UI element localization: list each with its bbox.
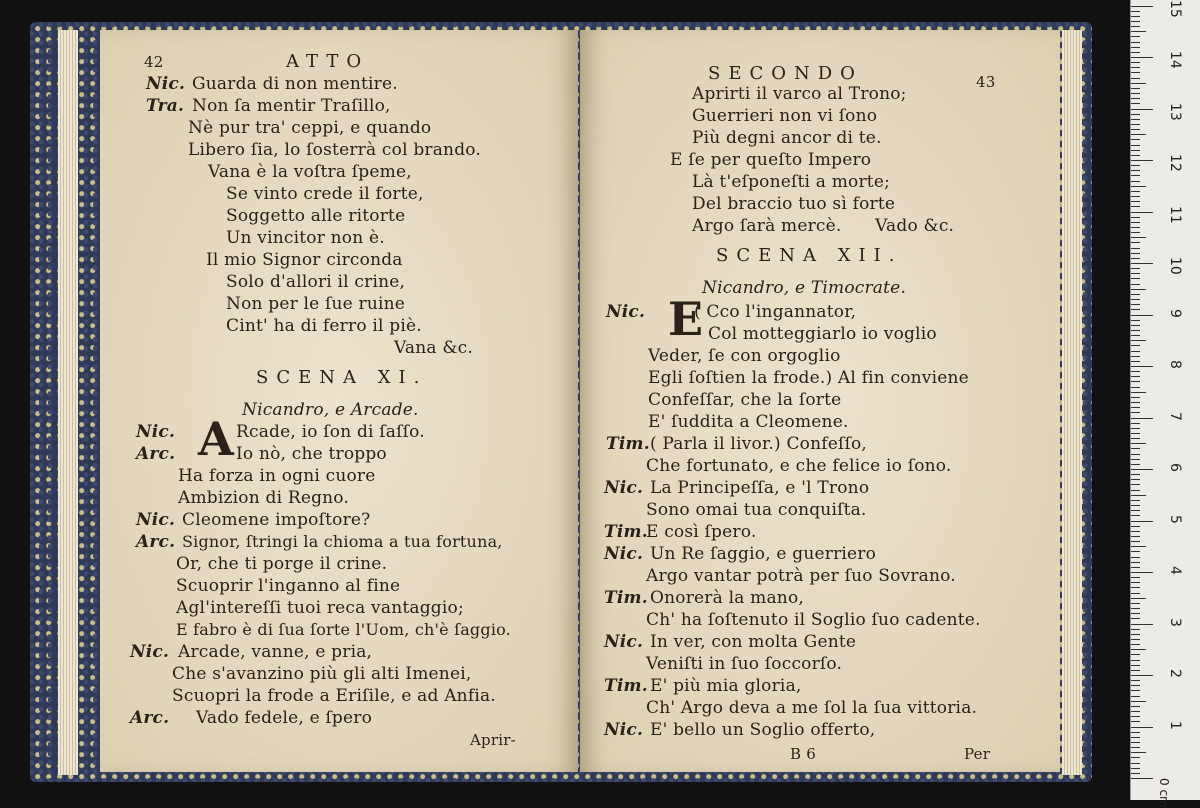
ruler-tick xyxy=(1131,495,1146,496)
ruler-tick xyxy=(1131,412,1140,413)
dialogue-line: E fabro è di ſua ſorte l'Uom, ch'è ſaggio. xyxy=(176,620,511,639)
ruler-tick xyxy=(1131,222,1140,223)
ruler-tick xyxy=(1131,330,1140,331)
dialogue-line: Un Re ſaggio, e guerriero xyxy=(650,544,877,564)
left-page-edges xyxy=(58,30,78,775)
ruler-tick xyxy=(1131,407,1140,408)
dialogue-line: Ha forza in ogni cuore xyxy=(178,466,376,486)
ruler-tick xyxy=(1131,361,1140,362)
ruler-tick xyxy=(1131,706,1140,707)
ruler-tick xyxy=(1131,649,1146,650)
ruler-tick xyxy=(1131,696,1140,697)
speaker-label: Nic. xyxy=(130,642,170,662)
verse-line: Non per le ſue ruine xyxy=(226,294,406,314)
ruler-tick xyxy=(1131,217,1140,218)
verse-line: Guerrieri non vi ſono xyxy=(692,106,878,126)
catchword: Aprir- xyxy=(470,731,516,749)
dialogue-line: ( Parla il livor.) Confeſſo, xyxy=(650,434,868,454)
ruler-tick xyxy=(1131,196,1140,197)
left-running-head: ATTO xyxy=(286,51,370,72)
ruler-tick xyxy=(1131,551,1140,552)
ruler-tick xyxy=(1131,531,1140,532)
ruler-tick xyxy=(1131,505,1140,506)
ruler-tick xyxy=(1131,469,1153,470)
ruler-tick xyxy=(1131,757,1140,758)
ruler-tick xyxy=(1131,454,1140,455)
ruler-tick xyxy=(1131,397,1140,398)
verse-line: Un vincitor non è. xyxy=(226,228,385,248)
ruler-number: 5 xyxy=(1167,514,1183,524)
ruler-tick xyxy=(1131,521,1153,522)
ruler-tick xyxy=(1131,242,1140,243)
ruler-tick xyxy=(1131,351,1140,352)
dialogue-line: Or, che ti porge il crine. xyxy=(176,554,388,574)
ruler-tick xyxy=(1131,175,1140,176)
dialogue-line: Ambizion di Regno. xyxy=(178,488,350,508)
ruler-tick xyxy=(1131,536,1140,537)
ruler-tick xyxy=(1131,294,1140,295)
dialogue-line: E' bello un Soglio offerto, xyxy=(650,720,876,740)
dialogue-line: Signor, ſtringi la chioma a tua fortuna, xyxy=(182,532,503,551)
ruler-tick xyxy=(1131,433,1140,434)
ruler-tick xyxy=(1131,716,1140,717)
ruler-tick xyxy=(1131,371,1140,372)
ruler-tick xyxy=(1131,654,1140,655)
ruler-tick xyxy=(1131,212,1153,213)
verse-line: Nè pur tra' ceppi, e quando xyxy=(188,118,432,138)
ruler-tick xyxy=(1131,381,1140,382)
ruler-tick xyxy=(1131,428,1140,429)
ruler-tick xyxy=(1131,685,1140,686)
ruler-tick xyxy=(1131,232,1140,233)
speaker-label: Nic. xyxy=(136,510,176,530)
ruler-tick xyxy=(1131,181,1140,182)
verse-line: Là t'eſponeſti a morte; xyxy=(692,172,891,192)
ruler-tick xyxy=(1131,418,1153,419)
dialogue-line: E' ſuddita a Cleomene. xyxy=(648,412,849,432)
dialogue-line: Agl'intereſſi tuoi reca vantaggio; xyxy=(176,598,464,618)
dialogue-line: Veder, ſe con orgoglio xyxy=(648,346,841,366)
ruler-tick xyxy=(1131,320,1140,321)
ruler-tick xyxy=(1131,448,1140,449)
speaker-label: Nic. xyxy=(136,422,176,442)
catchword: Per xyxy=(964,745,991,763)
ruler-tick xyxy=(1131,639,1140,640)
ruler-number: 8 xyxy=(1167,360,1183,369)
ruler-tick xyxy=(1131,206,1140,207)
dialogue-line: E' più mia gloria, xyxy=(650,676,802,696)
speaker-label: Nic. xyxy=(604,632,644,652)
ruler-tick xyxy=(1131,387,1140,388)
ruler-tick xyxy=(1131,515,1140,516)
ruler-tick xyxy=(1131,186,1146,187)
ruler-number: 1 xyxy=(1167,720,1183,730)
ruler-tick xyxy=(1131,31,1146,32)
speaker-label: Tim. xyxy=(604,676,648,696)
speaker-label: Nic. xyxy=(604,544,644,564)
ruler-number: 2 xyxy=(1167,669,1183,678)
speaker-label: Tim. xyxy=(604,588,648,608)
ruler-tick xyxy=(1131,21,1140,22)
ruler-tick xyxy=(1131,57,1153,58)
ruler-tick xyxy=(1131,490,1140,491)
ruler-tick xyxy=(1131,402,1140,403)
ruler-number: 11 xyxy=(1167,205,1183,224)
ruler-tick xyxy=(1131,464,1140,465)
ruler-tick xyxy=(1131,618,1140,619)
ruler-tick xyxy=(1131,356,1140,357)
drop-cap: A xyxy=(198,412,234,466)
ruler-tick xyxy=(1131,16,1140,17)
ruler-tick xyxy=(1131,237,1146,238)
ruler-tick xyxy=(1131,78,1140,79)
ruler-tick xyxy=(1131,459,1140,460)
ruler-tick xyxy=(1131,443,1146,444)
ruler-tick xyxy=(1131,670,1140,671)
scene-characters: Nicandro, e Arcade. xyxy=(242,400,419,420)
dialogue-line: Col motteggiarlo io voglio xyxy=(708,324,937,344)
speaker-label: Nic. xyxy=(146,74,186,94)
ruler-tick xyxy=(1131,376,1140,377)
verse-line: Vana &c. xyxy=(394,338,473,358)
drop-cap: E xyxy=(668,292,704,346)
verse-line: Soggetto alle ritorte xyxy=(226,206,406,226)
ruler-tick xyxy=(1131,129,1140,130)
ruler-tick xyxy=(1131,72,1140,73)
dialogue-line: Rcade, io ſon di ſaſſo. xyxy=(236,422,425,442)
ruler-tick xyxy=(1131,6,1153,7)
ruler-tick xyxy=(1131,500,1140,501)
ruler-tick xyxy=(1131,191,1140,192)
verse-line: Più degni ancor di te. xyxy=(692,128,882,148)
dialogue-line: Sono omai tua conquiſta. xyxy=(646,500,867,520)
ruler-tick xyxy=(1131,763,1140,764)
ruler-tick xyxy=(1131,47,1140,48)
verse-line: Guarda di non mentire. xyxy=(192,74,398,94)
ruler-tick xyxy=(1131,474,1140,475)
speaker-label: Tim. xyxy=(604,522,648,542)
left-page xyxy=(100,30,578,772)
ruler-tick xyxy=(1131,582,1140,583)
verse-line: Argo ſarà mercè. Vado &c. xyxy=(692,216,955,236)
ruler-tick xyxy=(1131,36,1140,37)
dialogue-line: Arcade, vanne, e pria, xyxy=(178,642,373,662)
dialogue-line: Ch' Argo deva a me ſol la ſua vittoria. xyxy=(646,698,978,718)
ruler-tick xyxy=(1131,299,1140,300)
ruler-tick xyxy=(1131,634,1140,635)
ruler-tick xyxy=(1131,170,1140,171)
speaker-label: Nic. xyxy=(604,478,644,498)
ruler-tick xyxy=(1131,675,1153,676)
dialogue-line: Egli ſoſtien la frode.) Al fin conviene xyxy=(648,368,969,388)
dialogue-line: Confeſſar, che la ſorte xyxy=(648,390,842,410)
dialogue-line: Ch' ha ſoſtenuto il Soglio ſuo cadente. xyxy=(646,610,981,630)
dialogue-line: In ver, con molta Gente xyxy=(650,632,857,652)
ruler-tick xyxy=(1131,315,1153,316)
ruler-tick xyxy=(1131,526,1140,527)
ruler-number: 10 xyxy=(1167,257,1183,275)
ruler-tick xyxy=(1131,98,1140,99)
ruler-tick xyxy=(1131,278,1140,279)
dialogue-line: Scuoprir l'inganno al fine xyxy=(176,576,401,596)
ruler-tick xyxy=(1131,304,1140,305)
ruler-tick xyxy=(1131,62,1140,63)
verse-line: Cint' ha di ferro il piè. xyxy=(226,316,422,336)
ruler-number: 6 xyxy=(1167,463,1183,472)
ruler-tick xyxy=(1131,624,1153,625)
verse-line: Del braccio tuo sì forte xyxy=(692,194,896,214)
speaker-label: Nic. xyxy=(604,720,644,740)
ruler-tick xyxy=(1131,479,1140,480)
right-page-number: 43 xyxy=(976,73,996,91)
ruler-number: 9 xyxy=(1167,308,1183,318)
speaker-label: Arc. xyxy=(136,444,176,464)
ruler-number: 4 xyxy=(1167,566,1183,575)
ruler-tick xyxy=(1131,423,1140,424)
ruler-tick xyxy=(1131,93,1140,94)
ruler-tick xyxy=(1131,114,1140,115)
ruler-tick xyxy=(1131,484,1140,485)
ruler-tick xyxy=(1131,727,1153,728)
dialogue-line: Onorerà la mano, xyxy=(650,588,804,608)
scene-characters: Nicandro, e Timocrate. xyxy=(702,278,907,298)
ruler-tick xyxy=(1131,83,1146,84)
ruler-tick xyxy=(1131,510,1140,511)
dialogue-line: Io nò, che troppo xyxy=(236,444,387,464)
ruler-tick xyxy=(1131,567,1140,568)
ruler-tick xyxy=(1131,160,1153,161)
dialogue-line: La Principeſſa, e 'l Trono xyxy=(650,478,870,498)
ruler-tick xyxy=(1131,392,1146,393)
ruler-tick xyxy=(1131,608,1140,609)
ruler-number: 15 xyxy=(1167,0,1183,18)
ruler-tick xyxy=(1131,690,1140,691)
ruler-tick xyxy=(1131,768,1140,769)
ruler-tick xyxy=(1131,587,1140,588)
ruler-tick xyxy=(1131,562,1140,563)
ruler-tick xyxy=(1131,660,1140,661)
ruler-number: 3 xyxy=(1167,617,1183,627)
ruler-tick xyxy=(1131,665,1140,666)
ruler-tick xyxy=(1131,557,1140,558)
ruler-tick xyxy=(1131,165,1140,166)
verse-line: Solo d'allori il crine, xyxy=(226,272,406,292)
verse-line: Non ſa mentir Traſillo, xyxy=(192,96,391,116)
ruler-tick xyxy=(1131,546,1146,547)
ruler-tick xyxy=(1131,593,1140,594)
ruler-tick xyxy=(1131,778,1153,779)
ruler-tick xyxy=(1131,124,1140,125)
ruler-tick xyxy=(1131,742,1140,743)
ruler-tick xyxy=(1131,103,1140,104)
dialogue-line: Veniſti in ſuo ſoccorſo. xyxy=(646,654,843,674)
ruler-tick xyxy=(1131,248,1140,249)
ruler-tick xyxy=(1131,289,1146,290)
ruler-tick xyxy=(1131,541,1140,542)
right-page xyxy=(580,30,1060,772)
measurement-ruler xyxy=(1130,0,1200,808)
ruler-tick xyxy=(1131,701,1146,702)
ruler-tick xyxy=(1131,309,1140,310)
ruler-tick xyxy=(1131,42,1140,43)
verse-line: Vana è la voſtra ſpeme, xyxy=(208,162,412,182)
ruler-tick xyxy=(1131,150,1140,151)
ruler-tick xyxy=(1131,737,1140,738)
ruler-tick xyxy=(1131,52,1140,53)
ruler-tick xyxy=(1131,263,1153,264)
speaker-label: Tim. xyxy=(606,434,650,454)
ruler-tick xyxy=(1131,577,1140,578)
ruler-tick xyxy=(1131,438,1140,439)
right-running-head: SECONDO xyxy=(708,63,863,84)
verse-line: Il mio Signor circonda xyxy=(206,250,403,270)
ruler-tick xyxy=(1131,340,1146,341)
dialogue-line: E così ſpero. xyxy=(646,522,757,542)
verse-line: E ſe per queſto Impero xyxy=(670,150,872,170)
ruler-tick xyxy=(1131,284,1140,285)
ruler-tick xyxy=(1131,366,1153,367)
ruler-tick xyxy=(1131,26,1140,27)
ruler-unit-label: 0 cm xyxy=(1157,778,1171,808)
ruler-tick xyxy=(1131,603,1140,604)
ruler-tick xyxy=(1131,680,1140,681)
speaker-label: Arc. xyxy=(136,532,176,552)
dialogue-line: Vado fedele, e ſpero xyxy=(196,708,373,728)
ruler-tick xyxy=(1131,273,1140,274)
ruler-tick xyxy=(1131,572,1153,573)
scene-title: SCENA XII. xyxy=(716,245,903,266)
ruler-tick xyxy=(1131,11,1140,12)
ruler-tick xyxy=(1131,268,1140,269)
dialogue-line: ( Cco l'ingannator, xyxy=(694,302,857,322)
ruler-tick xyxy=(1131,325,1140,326)
verse-line: Se vinto crede il forte, xyxy=(226,184,424,204)
dialogue-line: Argo vantar potrà per ſuo Sovrano. xyxy=(646,566,956,586)
verse-line: Aprirti il varco al Trono; xyxy=(692,84,907,104)
ruler-tick xyxy=(1131,721,1140,722)
right-page-edges xyxy=(1062,30,1082,775)
ruler-tick xyxy=(1131,598,1146,599)
ruler-tick xyxy=(1131,109,1153,110)
left-page-number: 42 xyxy=(144,53,164,71)
ruler-tick xyxy=(1131,732,1140,733)
scene-title: SCENA XI. xyxy=(256,367,428,388)
verse-line: Libero ſia, lo ſosterrà col brando. xyxy=(188,140,482,160)
dialogue-line: Che s'avanzino più gli alti Imenei, xyxy=(172,664,472,684)
ruler-tick xyxy=(1131,145,1140,146)
dialogue-line: Che fortunato, e che felice io ſono. xyxy=(646,456,952,476)
ruler-number: 7 xyxy=(1167,411,1183,421)
ruler-tick xyxy=(1131,629,1140,630)
speaker-label: Nic. xyxy=(606,302,646,322)
ruler-tick xyxy=(1131,258,1140,259)
ruler-tick xyxy=(1131,773,1140,774)
ruler-number: 14 xyxy=(1167,51,1183,69)
ruler-tick xyxy=(1131,201,1140,202)
ruler-tick xyxy=(1131,134,1146,135)
dialogue-line: Cleomene impoſtore? xyxy=(182,510,371,530)
ruler-tick xyxy=(1131,253,1140,254)
ruler-tick xyxy=(1131,119,1140,120)
ruler-tick xyxy=(1131,345,1140,346)
signature-mark: B 6 xyxy=(790,745,816,763)
ruler-tick xyxy=(1131,335,1140,336)
dialogue-line: Scuopri la frode a Eriſile, e ad Anfia. xyxy=(172,686,496,706)
ruler-tick xyxy=(1131,67,1140,68)
speaker-label: Tra. xyxy=(146,96,185,116)
ruler-tick xyxy=(1131,644,1140,645)
ruler-tick xyxy=(1131,711,1140,712)
ruler-tick xyxy=(1131,88,1140,89)
ruler-tick xyxy=(1131,155,1140,156)
ruler-tick xyxy=(1131,752,1146,753)
ruler-tick xyxy=(1131,747,1140,748)
ruler-tick xyxy=(1131,139,1140,140)
ruler-tick xyxy=(1131,613,1140,614)
ruler-tick xyxy=(1131,227,1140,228)
ruler-number: 13 xyxy=(1167,102,1183,121)
speaker-label: Arc. xyxy=(130,708,170,728)
ruler-number: 12 xyxy=(1167,154,1183,172)
